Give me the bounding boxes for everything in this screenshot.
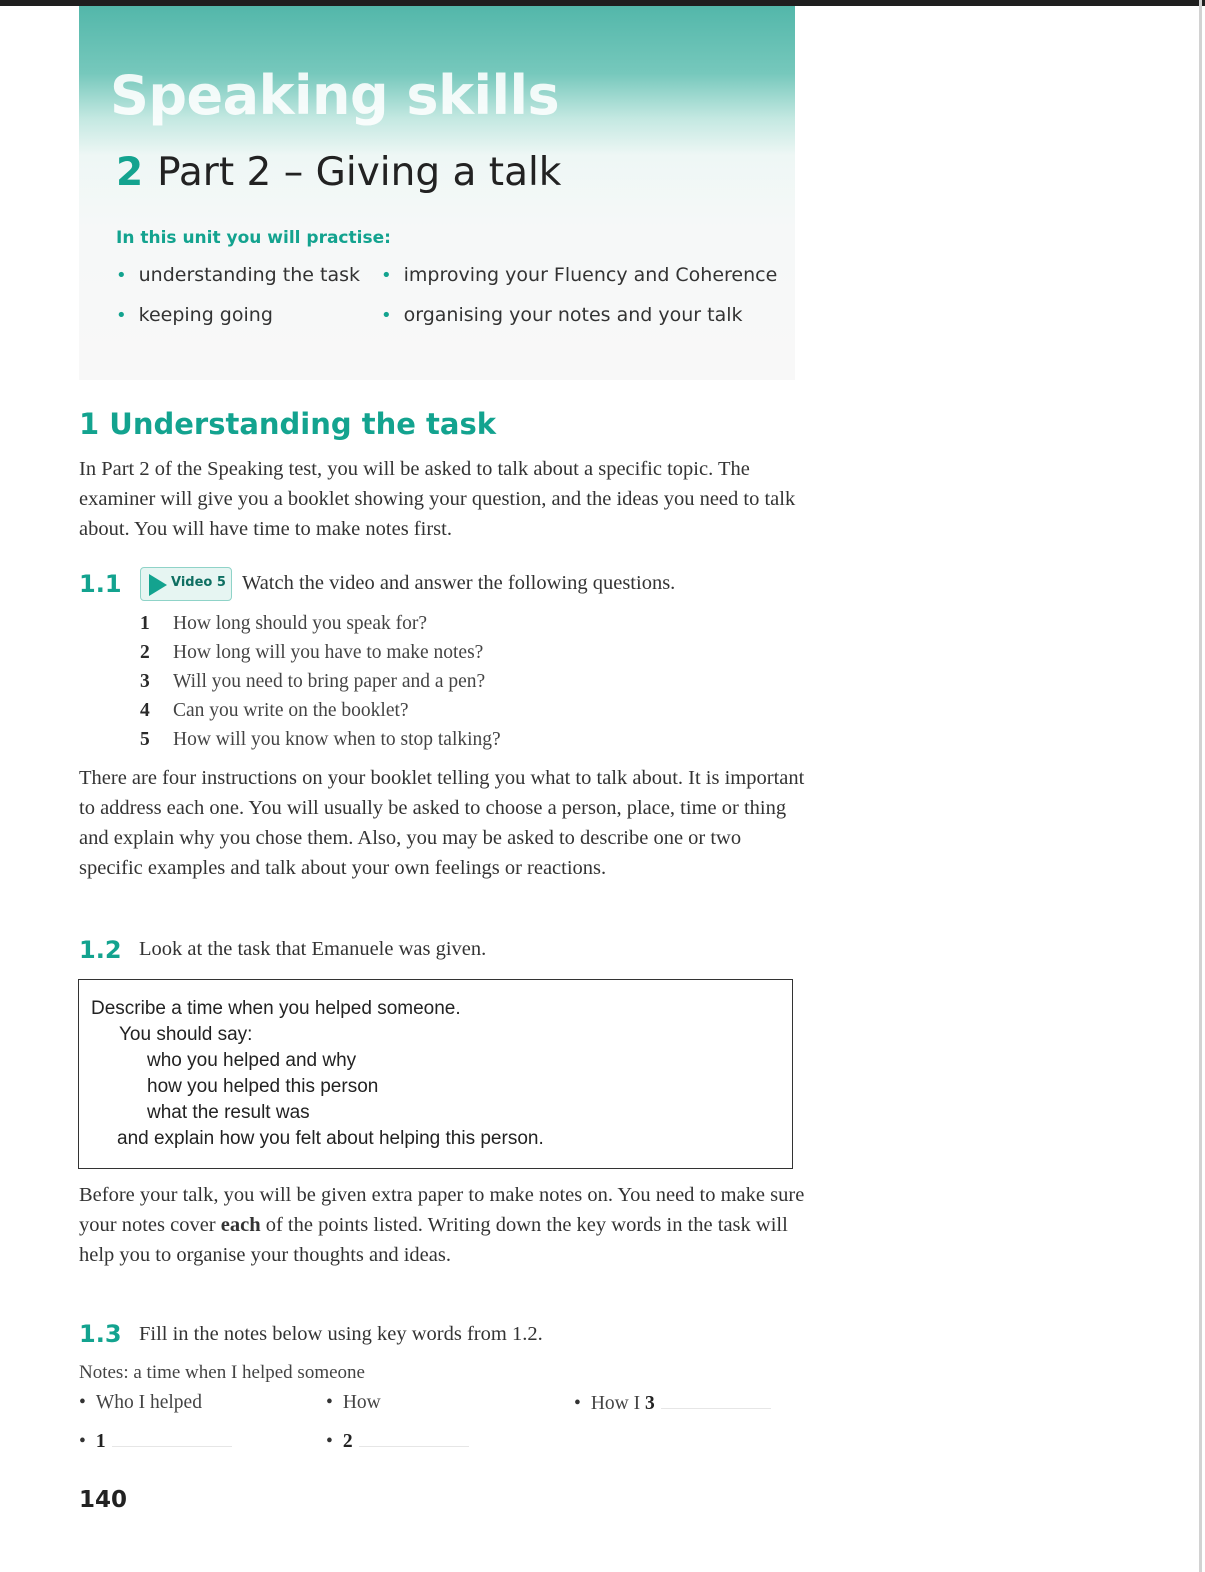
video-label: Video 5 — [171, 575, 226, 590]
gap-number: 3 — [645, 1393, 655, 1414]
exercise-number: 1.2 — [79, 936, 122, 964]
question-item — [140, 700, 501, 729]
note-item — [326, 1430, 469, 1453]
question-number: 2 — [140, 642, 150, 663]
gap-number: 1 — [95, 1431, 106, 1452]
note-item — [326, 1392, 381, 1414]
note-item — [79, 1430, 232, 1453]
task-line: You should say: — [119, 1024, 253, 1045]
instructions-paragraph: There are four instructions on your booklet telling you what to talk about. It is important to address each one. You will usually be asked to choose a person, place, time or thing and explain why you chose them. Also, you may be asked to describe one or two specific examples and talk about your own feelings or reactions. — [79, 767, 805, 879]
note-item — [79, 1392, 202, 1414]
note-label: Who I helped — [95, 1392, 202, 1413]
video-button[interactable] — [140, 567, 232, 601]
practise-label: In this unit you will practise: — [116, 228, 391, 248]
section-kicker: Speaking skills — [110, 64, 560, 127]
bullet-icon: • — [79, 1431, 86, 1452]
question-text: How will you know when to stop talking? — [173, 729, 501, 750]
question-number: 3 — [140, 671, 150, 692]
note-label: How — [342, 1392, 381, 1413]
note-label: How I — [590, 1393, 641, 1414]
play-icon — [149, 574, 167, 596]
objective-item — [381, 304, 743, 326]
exercise-number: 1.1 — [79, 570, 122, 598]
objective-item — [381, 264, 777, 286]
question-list — [140, 613, 501, 758]
task-line: Describe a time when you helped someone. — [91, 998, 461, 1019]
objective-text: organising your notes and your talk — [403, 304, 743, 326]
notes-paragraph — [79, 1180, 809, 1270]
objective-text: improving your Fluency and Coherence — [403, 264, 778, 286]
question-item — [140, 729, 501, 758]
objective-text: keeping going — [138, 304, 273, 326]
question-text: How long should you speak for? — [173, 613, 428, 634]
task-line: who you helped and why — [147, 1050, 357, 1071]
bullet-icon: • — [574, 1393, 581, 1414]
exercise-instruction: Fill in the notes below using key words from 1.2. — [139, 1323, 543, 1345]
objective-item — [116, 304, 273, 326]
question-item — [140, 642, 501, 671]
question-number: 1 — [140, 613, 150, 634]
question-item — [140, 671, 501, 700]
intro-paragraph: In Part 2 of the Speaking test, you will be asked to talk about a specific topic. The examiner will give you a booklet showing your question, and the ideas you need to talk about. You will have time to make notes first. — [79, 458, 796, 540]
question-text: Can you write on the booklet? — [173, 700, 409, 721]
objective-item — [116, 264, 360, 286]
page-edge — [1199, 0, 1202, 1572]
bullet-icon: • — [116, 265, 127, 286]
objective-text: understanding the task — [138, 264, 361, 286]
exercise-instruction: Look at the task that Emanuele was given. — [139, 938, 487, 960]
bullet-icon: • — [116, 305, 127, 326]
note-item — [574, 1392, 771, 1415]
question-number: 4 — [140, 700, 150, 721]
page-number: 140 — [79, 1487, 128, 1513]
question-text: Will you need to bring paper and a pen? — [173, 671, 486, 692]
bullet-icon: • — [381, 305, 392, 326]
task-line: how you helped this person — [147, 1076, 379, 1097]
answer-gap-2[interactable] — [359, 1430, 469, 1447]
emphasis-text: each — [220, 1214, 261, 1236]
unit-title-text: Part 2 – Giving a talk — [157, 150, 562, 195]
question-text: How long will you have to make notes? — [173, 642, 484, 663]
notes-paragraph-text: Before your talk, you will be given extra paper to make notes on. You need to make sure your notes cover — [79, 1184, 805, 1236]
bullet-icon: • — [326, 1392, 333, 1413]
section-title: 1 Understanding the task — [79, 407, 496, 441]
notes-heading: Notes: a time when I helped someone — [79, 1362, 365, 1383]
notes-paragraph-text: of the points listed. Writing down the key words in the task will help you to organise your thoughts and ideas. — [79, 1214, 788, 1266]
bullet-icon: • — [79, 1392, 86, 1413]
task-card — [78, 979, 793, 1169]
unit-title — [116, 150, 561, 195]
bullet-icon: • — [381, 265, 392, 286]
question-item — [140, 613, 501, 642]
bullet-icon: • — [326, 1431, 333, 1452]
task-line: what the result was — [147, 1102, 310, 1123]
gap-number: 2 — [342, 1431, 353, 1452]
exercise-instruction: Watch the video and answer the following questions. — [242, 572, 676, 594]
task-line: and explain how you felt about helping this person. — [117, 1128, 544, 1149]
exercise-number: 1.3 — [79, 1320, 122, 1348]
unit-number: 2 — [116, 150, 144, 195]
answer-gap-1[interactable] — [112, 1430, 232, 1447]
question-number: 5 — [140, 729, 150, 750]
answer-gap-3[interactable] — [661, 1392, 771, 1409]
